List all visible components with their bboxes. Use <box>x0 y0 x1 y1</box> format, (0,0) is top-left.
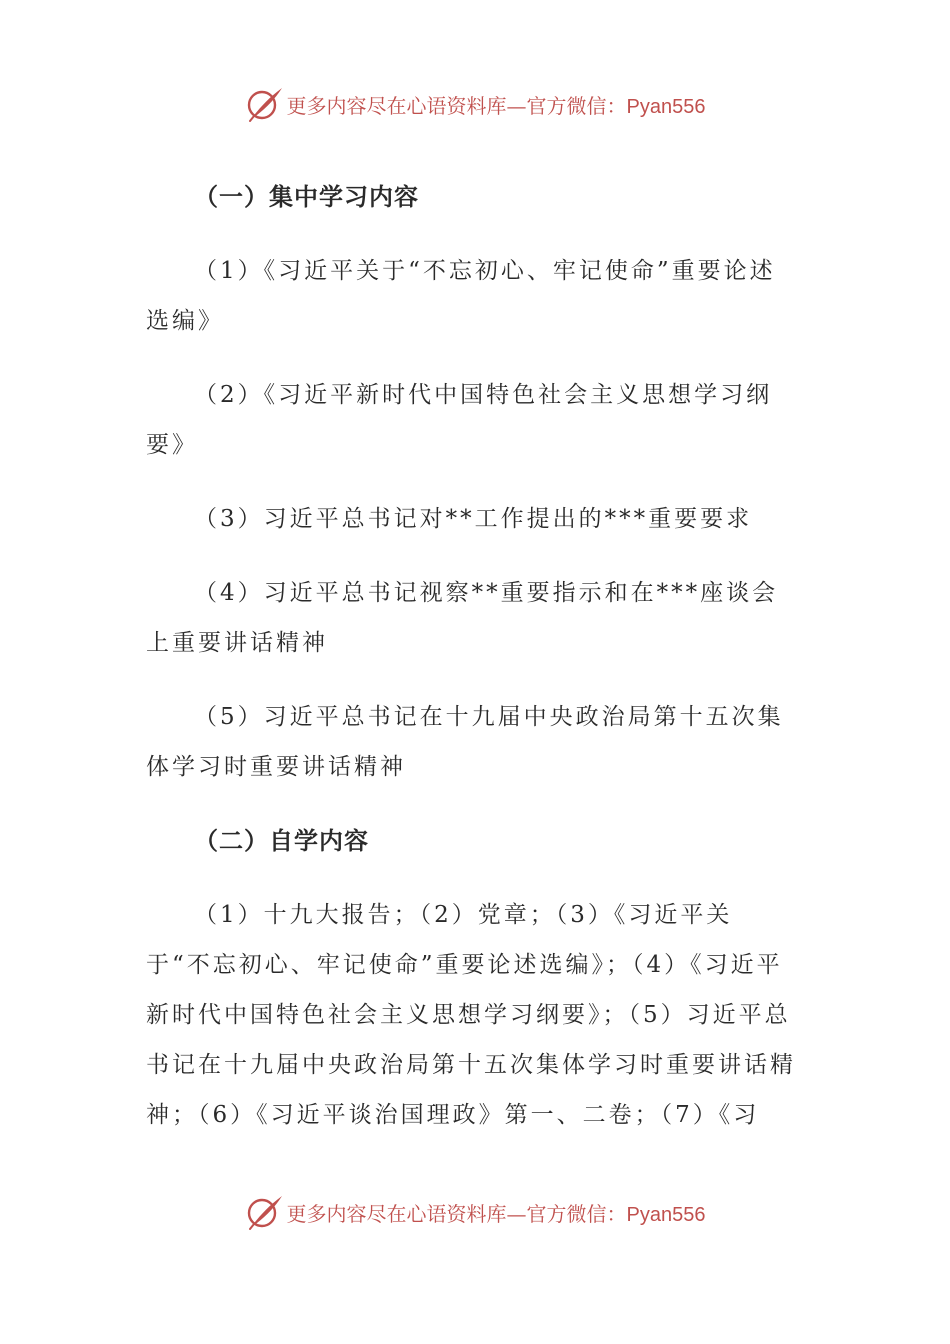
quill-pen-logo-icon <box>245 1193 285 1231</box>
section-heading-centralized-study: （一）集中学习内容 <box>194 183 419 211</box>
section-heading-self-study: （二）自学内容 <box>194 827 369 855</box>
footer-banner <box>0 1192 950 1232</box>
document-body <box>146 172 796 1164</box>
list-item: （5）习近平总书记在十九届中央政治局第十五次集体学习时重要讲话精神 <box>146 704 784 780</box>
list-item: （1）《习近平关于“不忘初心、牢记使命”重要论述选编》 <box>146 258 776 334</box>
footer-wechat-id: Pyan556 <box>626 1203 706 1226</box>
list-item: （3）习近平总书记对**工作提出的***重要要求 <box>194 506 753 532</box>
quill-pen-logo-icon <box>245 85 285 123</box>
footer-banner-text: 更多内容尽在心语资料库—官方微信：Pyan556 <box>286 1201 706 1226</box>
header-wechat-id: Pyan556 <box>626 95 706 118</box>
self-study-paragraph: （1）十九大报告；（2）党章；（3）《习近平关于“不忘初心、牢记使命”重要论述选编》；（4）《习近平新时代中国特色社会主义思想学习纲要》；（5）习近平总书记在十九届中央政治局第十五次集体学习时重要讲话精神；（6）《习近平谈治国理政》第一、二卷；（7）《习 <box>146 902 796 1128</box>
list-item: （2）《习近平新时代中国特色社会主义思想学习纲要》 <box>146 382 773 458</box>
header-banner-text: 更多内容尽在心语资料库—官方微信：Pyan556 <box>286 93 706 118</box>
header-banner <box>0 84 950 124</box>
list-item: （4）习近平总书记视察**重要指示和在***座谈会上重要讲话精神 <box>146 580 779 656</box>
